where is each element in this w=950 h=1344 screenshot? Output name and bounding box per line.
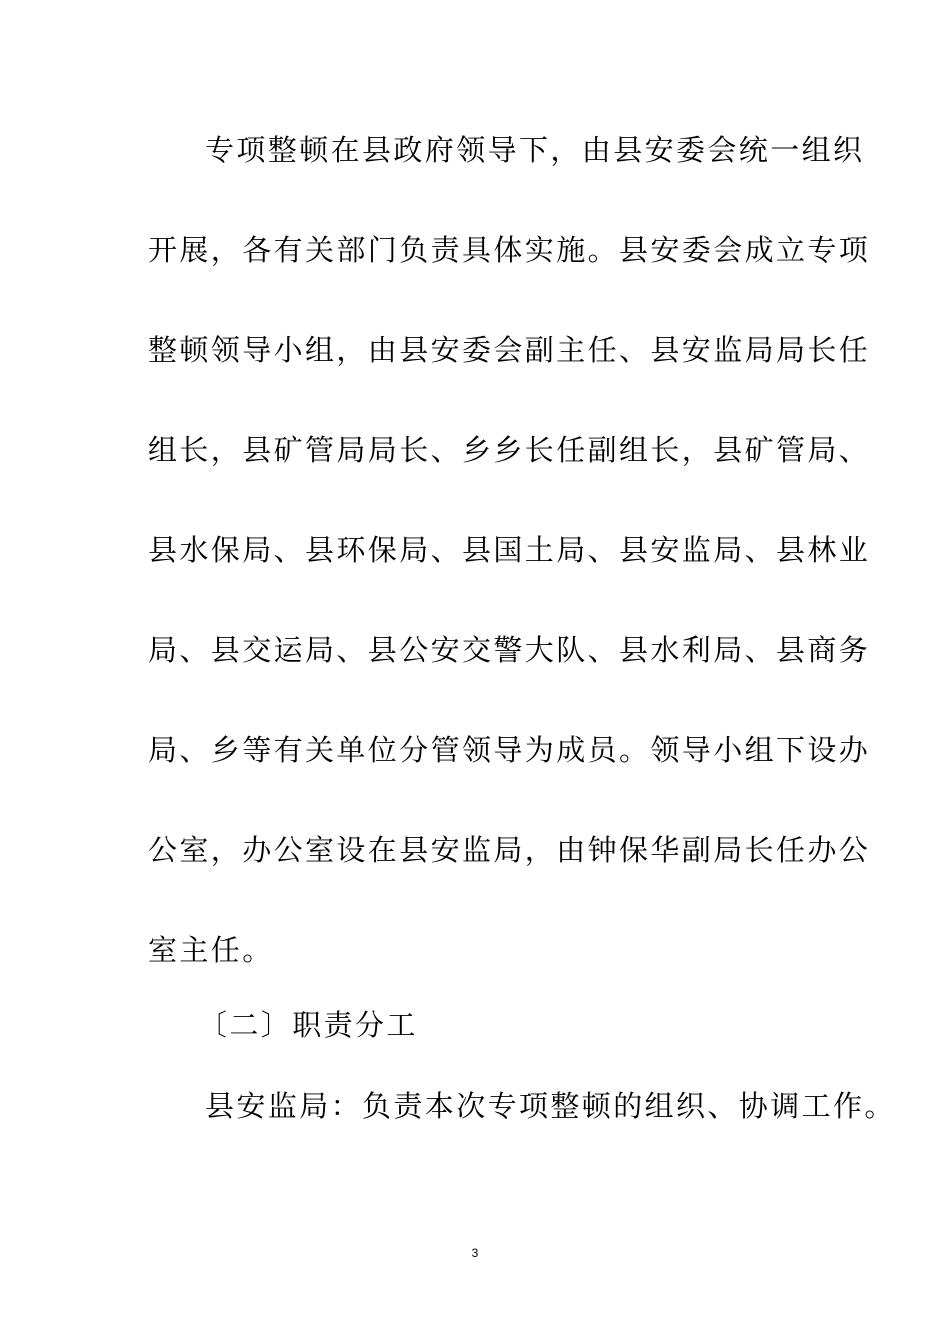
- paragraph-line: 专项整顿在县政府领导下，由县安委会统一组织: [205, 133, 865, 167]
- paragraph-line: 室主任。: [148, 933, 274, 967]
- paragraph-line: 组长，县矿管局局长、乡乡长任副组长，县矿管局、: [148, 433, 871, 467]
- page-number: 3: [471, 1246, 479, 1260]
- paragraph-line: 公室，办公室设在县安监局，由钟保华副局长任办公: [148, 833, 871, 867]
- paragraph-line: 县水保局、县环保局、县国土局、县安监局、县林业: [148, 533, 871, 567]
- paragraph-line: 开展，各有关部门负责具体实施。县安委会成立专项: [148, 233, 871, 267]
- paragraph-line: 局、乡等有关单位分管领导为成员。领导小组下设办: [148, 733, 871, 767]
- section-heading: 〔二〕职责分工: [198, 1008, 418, 1042]
- paragraph-line: 整顿领导小组，由县安委会副主任、县安监局局长任: [148, 333, 871, 367]
- paragraph-line: 局、县交运局、县公安交警大队、县水利局、县商务: [148, 633, 871, 667]
- paragraph-line: 县安监局：负责本次专项整顿的组织、协调工作。: [205, 1089, 896, 1123]
